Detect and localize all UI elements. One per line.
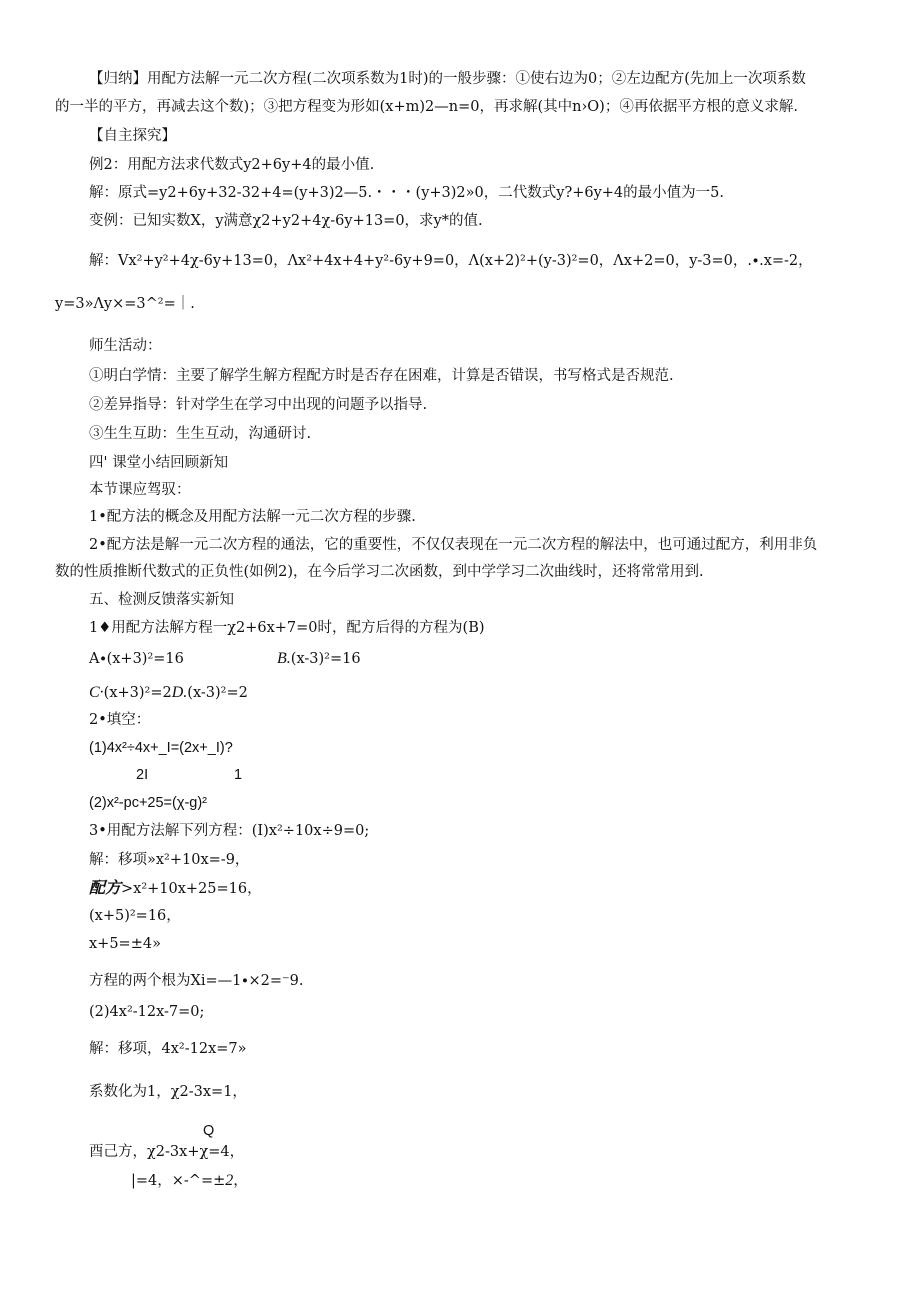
section-5-heading: 五、检测反馈落实新知 — [89, 592, 234, 608]
question-2: 2•填空： — [89, 712, 151, 728]
summary-line-2: 的一半的平方，再减去这个数)；③把方程变为形如(x+m)2—n=0，再求解(其中n›O)；④再依据平方根的意义求解. — [55, 99, 798, 115]
question-2-part-1: (1)4x²÷4x+_I=(2x+_I)? — [89, 740, 233, 756]
question-2-part-2: (2)x²-pc+25=(χ-g)² — [89, 795, 207, 811]
question-2-sub-b: 1 — [234, 767, 243, 783]
section-4-intro: 本节课应驾驭： — [89, 482, 191, 498]
section-4-item-2-line-1: 2•配方法是解一元二次方程的通法，它的重要性，不仅仅表现在一元二次方程的解法中，也可通过配方，利用非负 — [89, 537, 818, 553]
question-3: 3•用配方法解下列方程：(I)x²÷10x÷9=0; — [89, 823, 370, 839]
activity-item-3: ③生生互助：生生互动，沟通研讨. — [89, 426, 312, 442]
section-4-item-1: 1•配方法的概念及用配方法解一元二次方程的步骤. — [89, 509, 416, 525]
option-c-text: (x+3)²=2 — [103, 685, 172, 701]
question-1-options-cd — [89, 684, 248, 702]
question-3-step-3: (x+5)²=16， — [89, 908, 181, 924]
example-2-solution: 解：原式=y2+6y+32-32+4=(y+3)2—5.・・・(y+3)2»0，二代数式y?+6y+4的最小值为一5. — [89, 185, 724, 201]
step-4-text: |=4，×-^=± — [131, 1173, 226, 1189]
question-1-option-b — [277, 650, 361, 668]
option-c-letter: C∙ — [89, 684, 104, 701]
step-4-italic: 2 — [225, 1172, 234, 1189]
variant-solution-1: 解：Vx²+y²+4χ-6y+13=0，Λx²+4x+4+y²-6y+9=0，Λ(x+2)²+(y-3)²=0，Λx+2=0，y-3=0，.∙.x=-2， — [89, 253, 813, 269]
question-3-part-2-step-1: 解：移项，4x²-12x=7» — [89, 1041, 247, 1057]
question-3-roots: 方程的两个根为Xi=—1∙×2=⁻9. — [89, 973, 304, 989]
summary-line-1: 【归纳】用配方法解一元二次方程(二次项系数为1时)的一般步骤：①使右边为0；②左边配方(先加上一次项系数 — [89, 71, 806, 87]
option-b-text: (x-3)²=16 — [290, 651, 361, 667]
question-1: 1♦用配方法解方程一χ2+6x+7=0时，配方后得的方程为(B) — [89, 620, 485, 636]
explore-heading: 【自主探究】 — [89, 128, 176, 144]
step-4-end: ， — [233, 1173, 248, 1189]
question-3-part-2-q: Q — [203, 1123, 215, 1139]
activity-heading: 师生活动： — [89, 338, 162, 354]
option-d-text: (x-3)²=2 — [187, 685, 248, 701]
section-4-item-2-line-2: 数的性质推断代数式的正负性(如例2)，在今后学习二次函数，到中学学习二次曲线时，还将常常用到. — [55, 564, 704, 580]
question-1-option-a: A∙(x+3)²=16 — [89, 651, 184, 667]
activity-item-1: ①明白学情：主要了解学生解方程配方时是否存在困难，计算是否错误，书写格式是否规范. — [89, 368, 674, 384]
variant-question: 变例：已知实数X，y满意χ2+y2+4χ-6y+13=0，求y*的值. — [89, 213, 483, 229]
question-3-step-4: x+5=±4» — [89, 936, 161, 952]
question-3-part-2-step-3: 酉己方，χ2-3x+χ=4， — [89, 1144, 245, 1160]
option-b-letter: B. — [277, 650, 291, 667]
variant-solution-2: y=3»Λy×=3^²=｜. — [55, 296, 195, 312]
question-3-part-2: (2)4x²-12x-7=0; — [89, 1004, 205, 1020]
question-3-step-1: 解：移项»x²+10x=-9， — [89, 852, 250, 868]
question-3-part-2-step-2: 系数化为1，χ2-3x=1， — [89, 1084, 247, 1100]
question-3-step-2 — [89, 879, 262, 898]
question-2-sub-a: 2I — [136, 767, 149, 783]
question-3-part-2-step-4 — [131, 1172, 248, 1190]
option-d-letter: D. — [171, 684, 188, 701]
example-2: 例2：用配方法求代数式y2+6y+4的最小值. — [89, 157, 375, 173]
completing-square-label: 配方 — [89, 878, 122, 897]
activity-item-2: ②差异指导：针对学生在学习中出现的问题予以指导. — [89, 397, 428, 413]
question-3-step-2-text: >x²+10x+25=16， — [121, 881, 262, 897]
section-4-heading: 四' 课堂小结回顾新知 — [89, 455, 229, 471]
